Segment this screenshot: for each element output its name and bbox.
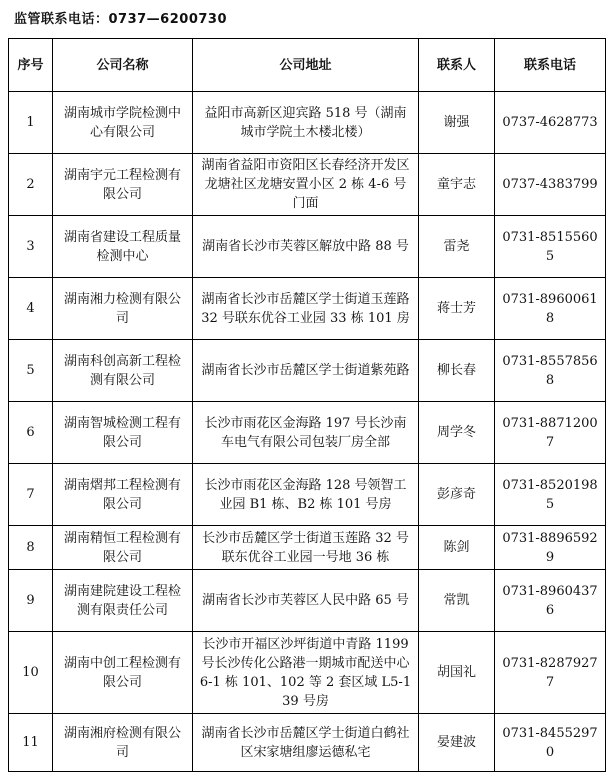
cell-company: 湖南宇元工程检测有限公司 <box>53 154 193 216</box>
cell-phone: 0731-85201985 <box>495 464 606 526</box>
cell-phone: 0731-82879277 <box>495 632 606 714</box>
supervision-phone-label: 监管联系电话：0737—6200730 <box>14 12 227 27</box>
cell-company: 湖南智城检测工程有限公司 <box>53 402 193 464</box>
cell-phone: 0737-4383799 <box>495 154 606 216</box>
cell-address: 益阳市高新区迎宾路 518 号（湖南城市学院土木楼北楼） <box>193 92 419 154</box>
table-row <box>9 632 606 714</box>
table-row <box>9 92 606 154</box>
cell-company: 湖南科创高新工程检测有限公司 <box>53 340 193 402</box>
column-header-no: 序号 <box>9 39 53 92</box>
cell-no: 2 <box>9 154 53 216</box>
cell-no: 7 <box>9 464 53 526</box>
table-body <box>9 92 606 772</box>
cell-contact: 雷尧 <box>419 216 495 278</box>
cell-phone: 0737-4628773 <box>495 92 606 154</box>
cell-address: 长沙市雨花区金海路 197 号长沙南车电气有限公司包装厂房全部 <box>193 402 419 464</box>
cell-contact: 周学冬 <box>419 402 495 464</box>
cell-phone: 0731-84552970 <box>495 714 606 772</box>
table-row <box>9 714 606 772</box>
cell-phone: 0731-89600618 <box>495 278 606 340</box>
cell-contact: 常凯 <box>419 570 495 632</box>
cell-phone: 0731-89604376 <box>495 570 606 632</box>
cell-no: 10 <box>9 632 53 714</box>
cell-address: 湖南省长沙市岳麓区学士街道白鹤社区宋家塘组廖运德私宅 <box>193 714 419 772</box>
cell-phone: 0731-85155605 <box>495 216 606 278</box>
cell-address: 湖南省益阳市资阳区长春经济开发区龙塘社区龙塘安置小区 2 栋 4-6 号门面 <box>193 154 419 216</box>
cell-no: 3 <box>9 216 53 278</box>
column-header-contact: 联系人 <box>419 39 495 92</box>
cell-address: 湖南省长沙市芙蓉区人民中路 65 号 <box>193 570 419 632</box>
cell-company: 湖南湘力检测有限公司 <box>53 278 193 340</box>
cell-address: 湖南省长沙市岳麓区学士街道紫苑路 <box>193 340 419 402</box>
cell-address: 湖南省长沙市岳麓区学士街道玉莲路 32 号联东优谷工业园 33 栋 101 房 <box>193 278 419 340</box>
column-header-company: 公司名称 <box>53 39 193 92</box>
cell-company: 湖南精恒工程检测有限公司 <box>53 526 193 570</box>
column-header-phone: 联系电话 <box>495 39 606 92</box>
cell-company: 湖南省建设工程质量检测中心 <box>53 216 193 278</box>
table-row <box>9 570 606 632</box>
table-row <box>9 340 606 402</box>
cell-address: 长沙市雨花区金海路 128 号领智工业园 B1 栋、B2 栋 101 号房 <box>193 464 419 526</box>
table-row <box>9 154 606 216</box>
cell-contact: 谢强 <box>419 92 495 154</box>
table-row <box>9 216 606 278</box>
cell-no: 1 <box>9 92 53 154</box>
cell-company: 湖南熠邦工程检测有限公司 <box>53 464 193 526</box>
cell-company: 湖南建院建设工程检测有限责任公司 <box>53 570 193 632</box>
company-contact-table <box>8 38 606 772</box>
cell-no: 5 <box>9 340 53 402</box>
cell-phone: 0731-85578568 <box>495 340 606 402</box>
cell-no: 6 <box>9 402 53 464</box>
cell-company: 湖南中创工程检测有限公司 <box>53 632 193 714</box>
cell-no: 11 <box>9 714 53 772</box>
table-header-row <box>9 39 606 92</box>
cell-company: 湖南湘府检测有限公司 <box>53 714 193 772</box>
cell-contact: 蒋士芳 <box>419 278 495 340</box>
cell-company: 湖南城市学院检测中心有限公司 <box>53 92 193 154</box>
cell-contact: 童宇志 <box>419 154 495 216</box>
cell-phone: 0731-88712007 <box>495 402 606 464</box>
cell-contact: 柳长春 <box>419 340 495 402</box>
cell-no: 8 <box>9 526 53 570</box>
cell-no: 4 <box>9 278 53 340</box>
table-row <box>9 278 606 340</box>
column-header-address: 公司地址 <box>193 39 419 92</box>
table-row <box>9 402 606 464</box>
cell-address: 长沙市开福区沙坪街道中青路 1199 号长沙传化公路港一期城市配送中心 6-1 栋 101、102 等 2 套区域 L5-139 号房 <box>193 632 419 714</box>
cell-no: 9 <box>9 570 53 632</box>
cell-phone: 0731-88965929 <box>495 526 606 570</box>
cell-address: 湖南省长沙市芙蓉区解放中路 88 号 <box>193 216 419 278</box>
table-row <box>9 464 606 526</box>
cell-address: 长沙市岳麓区学士街道玉莲路 32 号联东优谷工业园一号地 36 栋 <box>193 526 419 570</box>
table-row <box>9 526 606 570</box>
cell-contact: 陈剑 <box>419 526 495 570</box>
cell-contact: 晏建波 <box>419 714 495 772</box>
cell-contact: 彭彦奇 <box>419 464 495 526</box>
cell-contact: 胡国礼 <box>419 632 495 714</box>
